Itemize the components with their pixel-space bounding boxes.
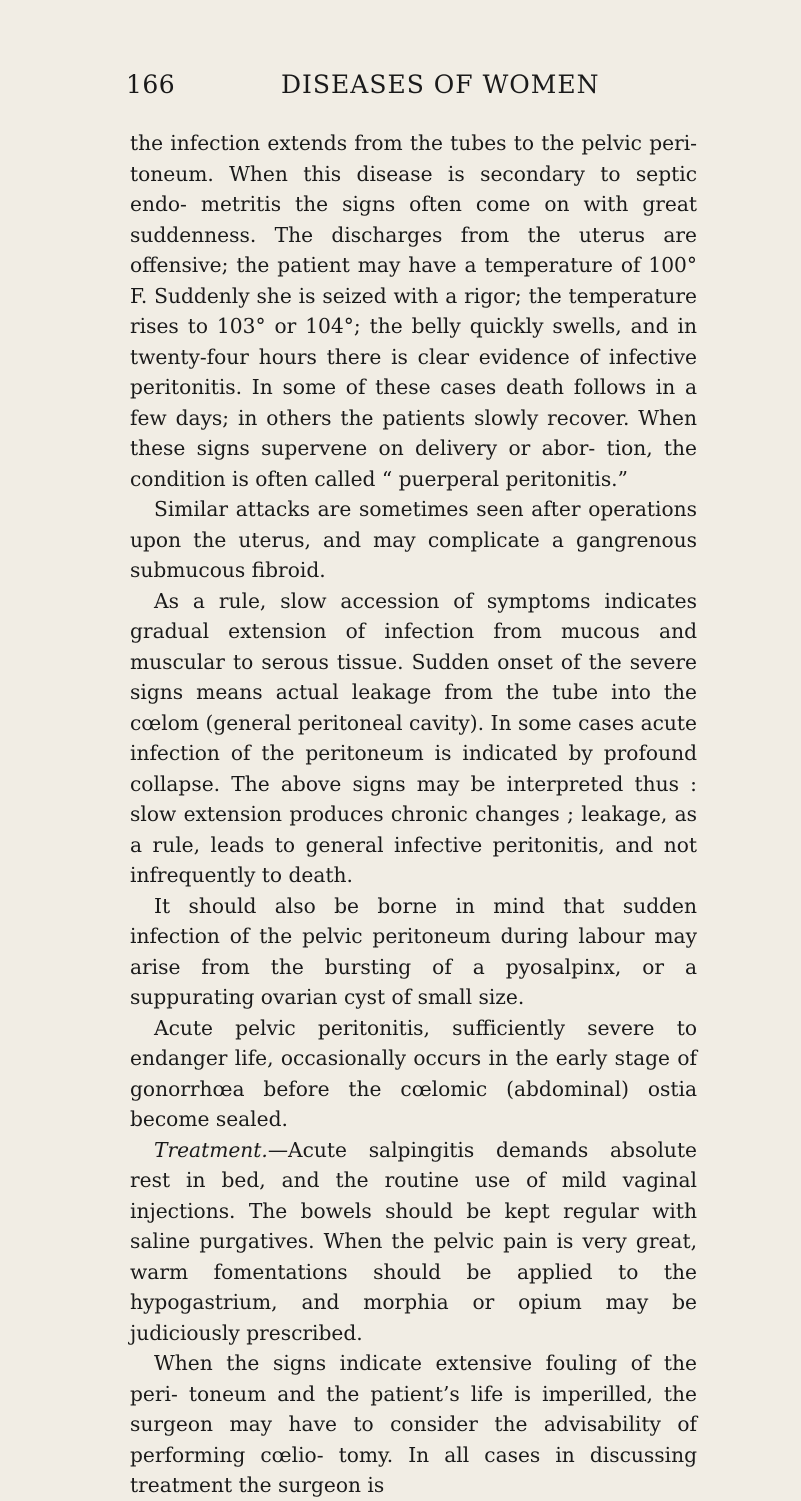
paragraph <box>130 1013 697 1135</box>
running-head <box>126 70 706 110</box>
paragraph-text: When the signs indicate extensive fouling of the peri- toneum and the patient’s life is imperilled, the surgeon may have to consider the advisability of performing cœlio- tomy. In all cases in discussing treatment the surgeon is <box>130 1351 697 1497</box>
treatment-paragraph <box>130 1135 697 1349</box>
body-text <box>130 128 697 1501</box>
paragraph-text: It should also be borne in mind that sudden infection of the pelvic peritoneum during labour may arise from the bursting of a pyosalpinx, or a suppurating ovarian cyst of small size. <box>130 893 697 1009</box>
paragraph-text: Similar attacks are sometimes seen after operations upon the uterus, and may complicate a gangrenous submucous fibroid. <box>130 497 697 582</box>
paragraph <box>130 891 697 1013</box>
paragraph <box>130 494 697 586</box>
paragraph-text: As a rule, slow accession of symptoms indicates gradual extension of infection from mucous and muscular to serous tissue. Sudden onset of the severe signs means actual leakage from the tube into the cœlom (general peritoneal cavity). In some cases acute infection of the peritoneum is indicated by profound collapse. The above signs may be interpreted thus : slow extension produces chronic changes ; leakage, as a rule, leads to general infective peritonitis, and not infrequently to death. <box>130 588 697 887</box>
paragraph-text: Acute pelvic peritonitis, sufficiently severe to endanger life, occasionally occurs in the early stage of gonorrhœa before the cœlomic (abdominal) ostia become sealed. <box>130 1015 697 1131</box>
paragraph <box>130 128 697 494</box>
paragraph <box>130 586 697 891</box>
page-number: 166 <box>126 70 176 99</box>
section-lead-treatment: Treatment. <box>154 1137 268 1162</box>
running-title: DISEASES OF WOMEN <box>281 70 600 99</box>
paragraph <box>130 1348 697 1501</box>
paragraph-text: the infection extends from the tubes to the pelvic peri- toneum. When this disease is secondary to septic endo- metritis the signs often come on with great suddenness. The discharges from the uterus are offensive; the patient may have a temperature of 100° F. Suddenly she is seized with a rigor; the temperature rises to 103° or 104°; the belly quickly swells, and in twenty-four hours there is clear evidence of infective peritonitis. In some of these cases death follows in a few days; in others the patients slowly recover. When these signs supervene on delivery or abor- tion, the condition is often called “ puerperal peritonitis.” <box>130 131 697 491</box>
paragraph-text: —Acute salpingitis demands absolute rest in bed, and the routine use of mild vaginal injections. The bowels should be kept regular with saline purgatives. When the pelvic pain is very great, warm fomentations should be applied to the hypogastrium, and morphia or opium may be judiciously prescribed. <box>130 1137 697 1345</box>
